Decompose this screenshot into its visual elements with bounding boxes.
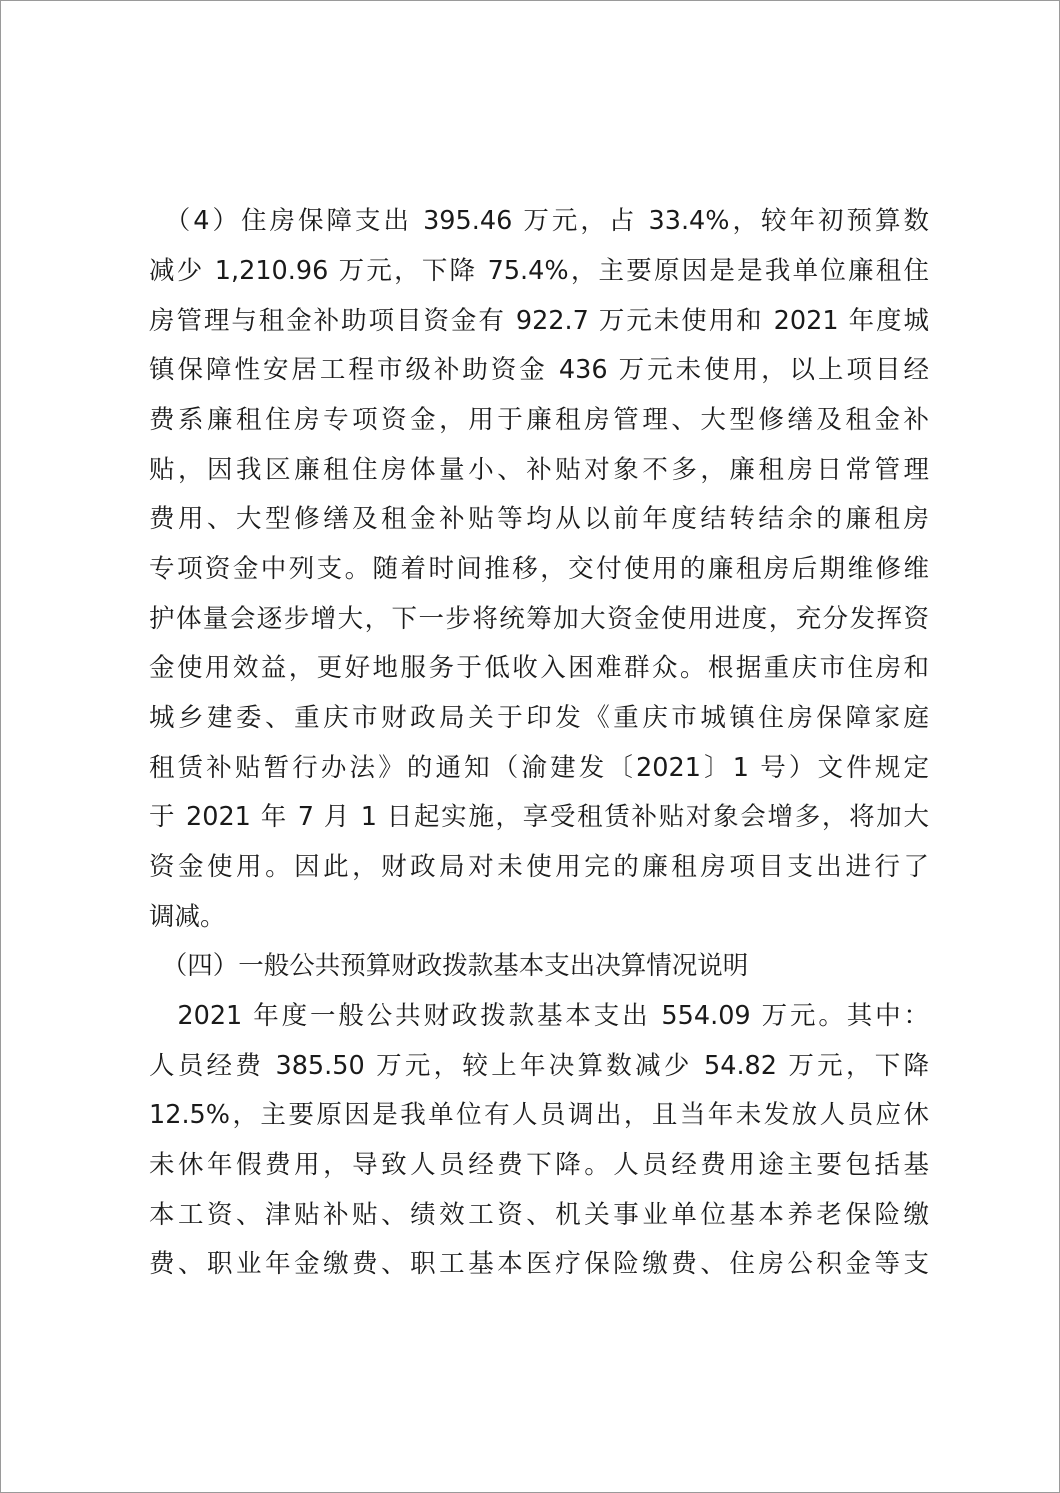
housing-paragraph-line: 调减。 (149, 902, 226, 932)
housing-paragraph-line: 费系廉租住房专项资金，用于廉租房管理、大型修缮及租金补 (149, 405, 929, 435)
housing-paragraph-line: 贴，因我区廉租住房体量小、补贴对象不多，廉租房日常管理 (149, 455, 929, 485)
basic-expenditure-line: 2021 年度一般公共财政拨款基本支出 554.09 万元。其中： (149, 1001, 929, 1031)
basic-expenditure-line: 12.5%，主要原因是我单位有人员调出，且当年未发放人员应休 (149, 1100, 929, 1130)
housing-paragraph-line: 城乡建委、重庆市财政局关于印发《重庆市城镇住房保障家庭 (149, 703, 929, 733)
basic-expenditure-line: 未休年假费用，导致人员经费下降。人员经费用途主要包括基 (149, 1150, 929, 1180)
housing-paragraph-line: 费用、大型修缮及租金补贴等均从以前年度结转结余的廉租房 (149, 504, 929, 534)
basic-expenditure-line: 人员经费 385.50 万元，较上年决算数减少 54.82 万元，下降 (149, 1051, 929, 1081)
housing-paragraph-line: 护体量会逐步增大，下一步将统筹加大资金使用进度，充分发挥资 (149, 604, 929, 634)
housing-paragraph-line: 减少 1,210.96 万元，下降 75.4%，主要原因是是我单位廉租住 (149, 256, 929, 286)
housing-paragraph-line: 房管理与租金补助项目资金有 922.7 万元未使用和 2021 年度城 (149, 306, 929, 336)
basic-expenditure-line: 本工资、津贴补贴、绩效工资、机关事业单位基本养老保险缴 (149, 1200, 929, 1230)
basic-expenditure-line: 费、职业年金缴费、职工基本医疗保险缴费、住房公积金等支 (149, 1249, 929, 1279)
housing-paragraph-line: 资金使用。因此，财政局对未使用完的廉租房项目支出进行了 (149, 852, 929, 882)
housing-paragraph-line: 金使用效益，更好地服务于低收入困难群众。根据重庆市住房和 (149, 653, 929, 683)
housing-paragraph-line: 租赁补贴暂行办法》的通知（渝建发〔2021〕1 号）文件规定 (149, 753, 929, 783)
housing-paragraph-line: 专项资金中列支。随着时间推移，交付使用的廉租房后期维修维 (149, 554, 929, 584)
section-heading: （四）一般公共预算财政拨款基本支出决算情况说明 (149, 951, 749, 981)
housing-paragraph-line: （4）住房保障支出 395.46 万元，占 33.4%，较年初预算数 (149, 206, 929, 236)
housing-paragraph-line: 于 2021 年 7 月 1 日起实施，享受租赁补贴对象会增多，将加大 (149, 802, 929, 832)
housing-paragraph-line: 镇保障性安居工程市级补助资金 436 万元未使用，以上项目经 (149, 355, 929, 385)
